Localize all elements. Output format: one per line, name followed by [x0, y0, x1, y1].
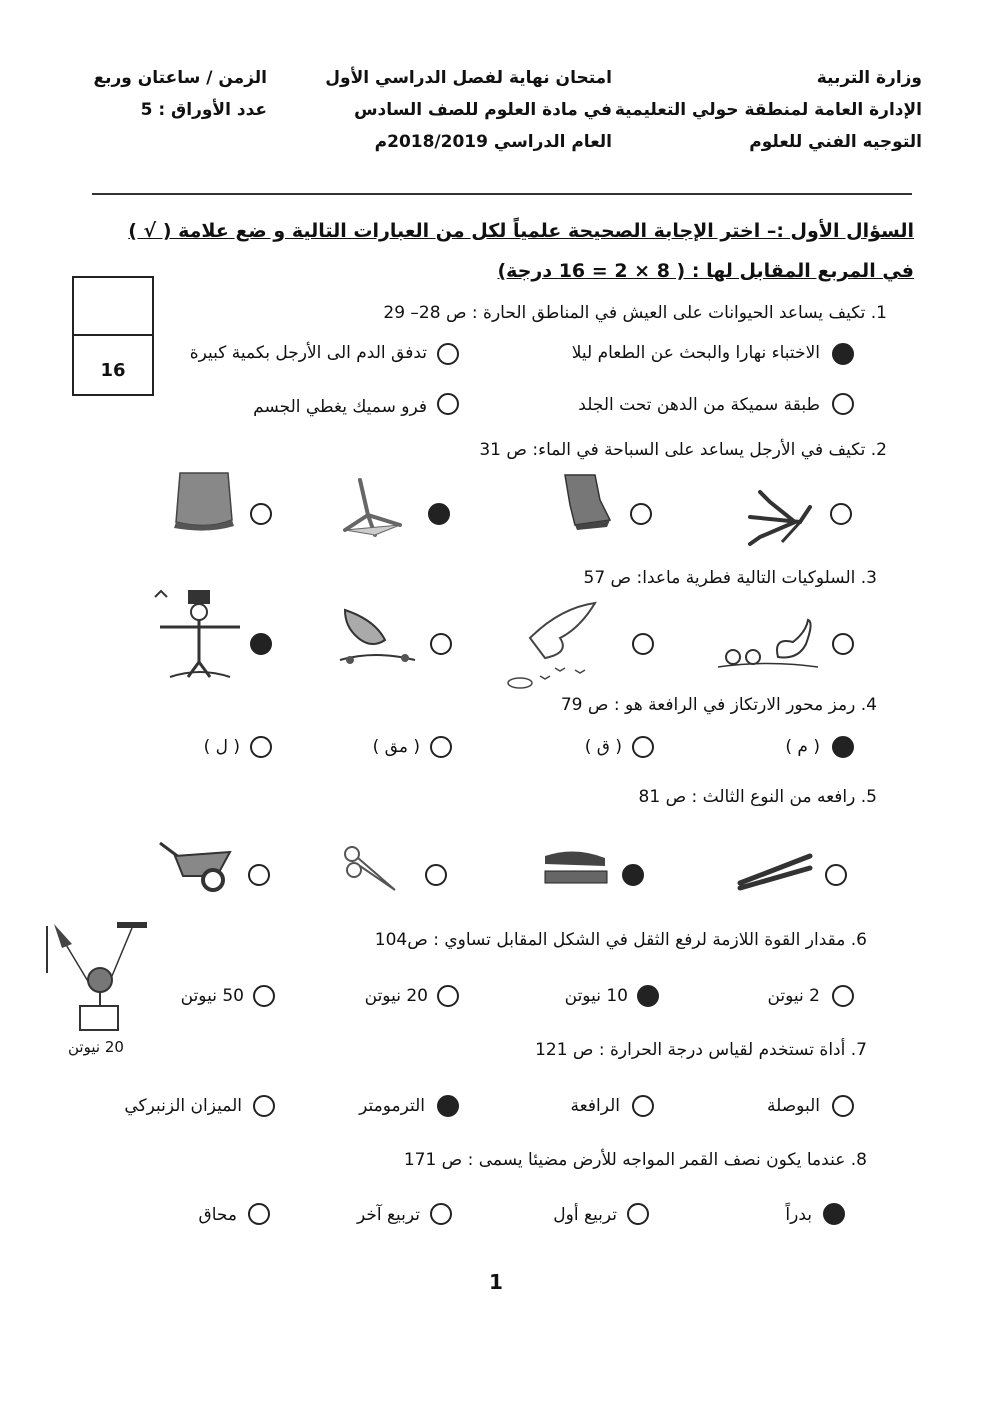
section-subtitle: في المربع المقابل لها : ( 8 × 2 = 16 درجة) — [497, 260, 914, 282]
duck-foot-icon — [340, 475, 415, 540]
q2-option-4-checkbox[interactable] — [250, 503, 272, 525]
q1-option-4-label: فرو سميك يغطي الجسم — [253, 397, 427, 417]
q4-option-3-checkbox[interactable] — [430, 736, 452, 758]
department-name: التوجيه الفني للعلوم — [749, 132, 922, 152]
section-title: السؤال الأول :– اختر الإجابة الصحيحة علمياً لكل من العبارات التالية و ضع علامة ( √ ) — [128, 220, 914, 242]
q5-option-3-checkbox[interactable] — [425, 864, 447, 886]
exam-subject: في مادة العلوم للصف السادس — [354, 100, 612, 120]
pulley-diagram-icon — [42, 918, 152, 1038]
q4-option-1-label: ( م ) — [785, 737, 820, 757]
q4-option-4-label: ( ل ) — [203, 737, 240, 757]
q8-option-1-checkbox[interactable] — [823, 1203, 845, 1225]
question-1: 1. تكيف يساعد الحيوانات على العيش في المناطق الحارة : ص 28– 29 — [383, 303, 887, 323]
q4-option-3-label: ( مق ) — [372, 737, 420, 757]
q3-option-2-checkbox[interactable] — [632, 633, 654, 655]
header-divider — [92, 193, 912, 195]
stapler-icon — [540, 846, 610, 891]
swan-ducklings-icon — [718, 612, 818, 672]
q6-option-2-checkbox[interactable] — [637, 985, 659, 1007]
q7-option-4-checkbox[interactable] — [253, 1095, 275, 1117]
horse-hoof-icon — [555, 470, 615, 530]
q4-option-1-checkbox[interactable] — [832, 736, 854, 758]
q7-option-3-checkbox[interactable] — [437, 1095, 459, 1117]
q1-option-1-checkbox[interactable] — [832, 343, 854, 365]
question-4: 4. رمز محور الارتكاز في الرافعة هو : ص 79 — [560, 695, 877, 715]
exam-title: امتحان نهاية لفصل الدراسي الأول — [325, 68, 612, 88]
q5-option-1-checkbox[interactable] — [825, 864, 847, 886]
q2-option-1-checkbox[interactable] — [830, 503, 852, 525]
q4-option-4-checkbox[interactable] — [250, 736, 272, 758]
scissors-icon — [340, 840, 400, 900]
scarecrow-icon — [150, 582, 245, 682]
district-name: الإدارة العامة لمنطقة حولي التعليمية — [614, 100, 922, 120]
q8-option-3-label: تربيع آخر — [356, 1205, 420, 1225]
q8-option-1-label: بدراً — [785, 1205, 812, 1225]
page-number: 1 — [489, 1270, 503, 1294]
q6-option-3-checkbox[interactable] — [437, 985, 459, 1007]
pulley-weight-label: 20 نيوتن — [68, 1038, 124, 1056]
question-7: 7. أداة تستخدم لقياس درجة الحرارة : ص 121 — [535, 1040, 867, 1060]
tongs-icon — [735, 848, 815, 893]
q8-option-4-label: محاق — [198, 1205, 237, 1225]
ministry-name: وزارة التربية — [816, 68, 922, 88]
q7-option-4-label: الميزان الزنبركي — [124, 1096, 242, 1116]
q7-option-2-checkbox[interactable] — [632, 1095, 654, 1117]
q1-option-3-checkbox[interactable] — [832, 393, 854, 415]
q8-option-4-checkbox[interactable] — [248, 1203, 270, 1225]
q3-option-1-checkbox[interactable] — [832, 633, 854, 655]
q6-option-3-label: 20 نيوتن — [364, 986, 428, 1006]
q1-option-3-label: طبقة سميكة من الدهن تحت الجلد — [578, 395, 820, 415]
q5-option-2-checkbox[interactable] — [622, 864, 644, 886]
exam-year: العام الدراسي 2018/2019م — [374, 132, 612, 152]
eagle-claw-icon — [740, 482, 820, 552]
elephant-foot-icon — [168, 468, 243, 533]
score-total: 16 — [100, 360, 126, 381]
q5-option-4-checkbox[interactable] — [248, 864, 270, 886]
q6-option-2-label: 10 نيوتن — [564, 986, 628, 1006]
q4-option-2-checkbox[interactable] — [632, 736, 654, 758]
bird-nest-icon — [330, 600, 420, 670]
q1-option-1-label: الاختباء نهارا والبحث عن الطعام ليلا — [571, 343, 820, 363]
q6-option-1-checkbox[interactable] — [832, 985, 854, 1007]
question-2: 2. تكيف في الأرجل يساعد على السباحة في الماء: ص 31 — [479, 440, 887, 460]
q2-option-3-checkbox[interactable] — [428, 503, 450, 525]
q1-option-4-checkbox[interactable] — [437, 393, 459, 415]
q6-option-4-checkbox[interactable] — [253, 985, 275, 1007]
question-8: 8. عندما يكون نصف القمر المواجه للأرض مضيئا يسمى : ص 171 — [403, 1150, 867, 1170]
q7-option-1-label: البوصلة — [767, 1096, 820, 1116]
q7-option-3-label: الترمومتر — [359, 1096, 425, 1116]
question-5: 5. رافعه من النوع الثالث : ص 81 — [638, 787, 877, 807]
q8-option-2-checkbox[interactable] — [627, 1203, 649, 1225]
question-6: 6. مقدار القوة اللازمة لرفع الثقل في الشكل المقابل تساوي : ص104 — [374, 930, 867, 950]
q1-option-2-label: تدفق الدم الى الأرجل بكمية كبيرة — [189, 343, 427, 363]
q8-option-3-checkbox[interactable] — [430, 1203, 452, 1225]
q3-option-3-checkbox[interactable] — [430, 633, 452, 655]
wheelbarrow-icon — [155, 838, 235, 893]
q6-option-4-label: 50 نيوتن — [180, 986, 244, 1006]
page-count: عدد الأوراق : 5 — [140, 100, 267, 120]
header-right — [592, 62, 922, 158]
exam-duration: الزمن / ساعتان وربع — [93, 68, 267, 88]
q6-option-1-label: 2 نيوتن — [767, 986, 820, 1006]
q7-option-1-checkbox[interactable] — [832, 1095, 854, 1117]
header-left — [93, 62, 267, 126]
q4-option-2-label: ( ق ) — [584, 737, 622, 757]
score-box — [72, 276, 154, 396]
bird-migration-icon — [500, 598, 610, 693]
question-3: 3. السلوكيات التالية فطرية ماعدا: ص 57 — [583, 568, 877, 588]
q1-option-2-checkbox[interactable] — [437, 343, 459, 365]
q2-option-2-checkbox[interactable] — [630, 503, 652, 525]
header-center — [325, 62, 612, 158]
q3-option-4-checkbox[interactable] — [250, 633, 272, 655]
q7-option-2-label: الرافعة — [570, 1096, 620, 1116]
q8-option-2-label: تربيع أول — [553, 1205, 617, 1225]
